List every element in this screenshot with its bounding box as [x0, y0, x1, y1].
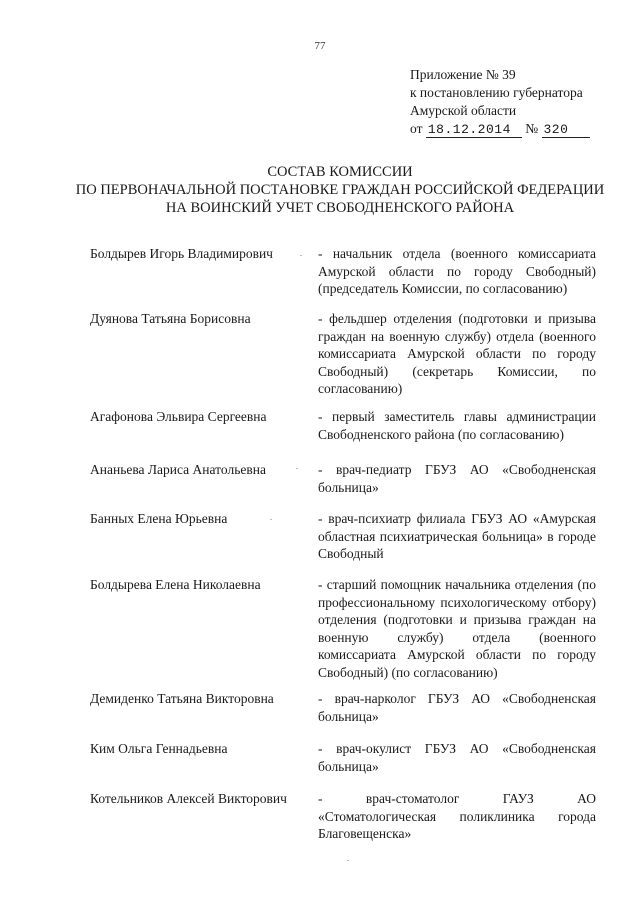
attachment-title: Приложение № 39	[410, 67, 516, 82]
date-prefix: от	[410, 121, 423, 136]
member-name: Дуянова Татьяна Борисовна	[90, 311, 251, 326]
member-role: - фельдшер отделения (подготовки и призыва граждан на военную службу) отдела (военного комиссариата Амурской области по городу Свободный) (секретарь Комиссии, по согласованию)	[318, 311, 596, 396]
attachment-decree-ref: к постановлению губернатора	[410, 85, 583, 100]
attachment-header	[410, 66, 630, 138]
title-line-3: НА ВОИНСКИЙ УЧЕТ СВОБОДНЕНСКОГО РАЙОНА	[165, 200, 515, 216]
decree-date: 18.12.2014	[426, 123, 522, 138]
member-role: - первый заместитель главы администрации Свободненского района (по согласованию)	[318, 409, 596, 442]
member-name: Ким Ольга Геннадьевна	[90, 741, 228, 756]
member-role: - врач-окулист ГБУЗ АО «Свободненская больница»	[318, 741, 596, 774]
scan-speck	[347, 860, 349, 861]
member-name: Котельников Алексей Викторович	[90, 791, 287, 806]
scan-speck	[270, 519, 272, 520]
member-role: - старший помощник начальника отделения (по профессиональному психологическому отбору) отделения (подготовки и призыва граждан на военную службу) отдела (военного комиссариата Амурской области по городу Свободный) (по согласованию)	[318, 577, 596, 680]
member-role: - врач-психиатр филиала ГБУЗ АО «Амурская областная психиатрическая больница» в городе Свободный	[318, 511, 596, 561]
page-number: 77	[314, 40, 326, 52]
attachment-date-line	[410, 120, 630, 138]
title-line-2: ПО ПЕРВОНАЧАЛЬНОЙ ПОСТАНОВКЕ ГРАЖДАН РОССИЙСКОЙ ФЕДЕРАЦИИ	[75, 182, 605, 198]
member-name: Ананьева Лариса Анатольевна	[90, 462, 266, 477]
scan-speck	[300, 255, 302, 256]
member-name: Болдырева Елена Николаевна	[90, 577, 261, 592]
member-role: - врач-стоматолог ГАУЗ АО «Стоматологическая поликлиника города Благовещенска»	[318, 791, 596, 841]
member-name: Агафонова Эльвира Сергеевна	[90, 409, 267, 424]
title-line-1: СОСТАВ КОМИССИИ	[267, 164, 413, 180]
number-prefix: №	[525, 121, 539, 136]
member-role: - врач-нарколог ГБУЗ АО «Свободненская больница»	[318, 691, 596, 724]
document-title	[60, 163, 620, 217]
member-name: Демиденко Татьяна Викторовна	[90, 691, 274, 706]
attachment-region: Амурской области	[410, 103, 517, 118]
member-name: Болдырев Игорь Владимирович	[90, 246, 273, 261]
member-role: - начальник отдела (военного комиссариата Амурской области по городу Свободный) (председатель Комиссии, по согласованию)	[318, 246, 596, 296]
scan-speck	[296, 468, 298, 469]
member-role: - врач-педиатр ГБУЗ АО «Свободненская больница»	[318, 462, 596, 495]
decree-number: 320	[542, 123, 590, 138]
member-name: Банных Елена Юрьевна	[90, 511, 228, 526]
